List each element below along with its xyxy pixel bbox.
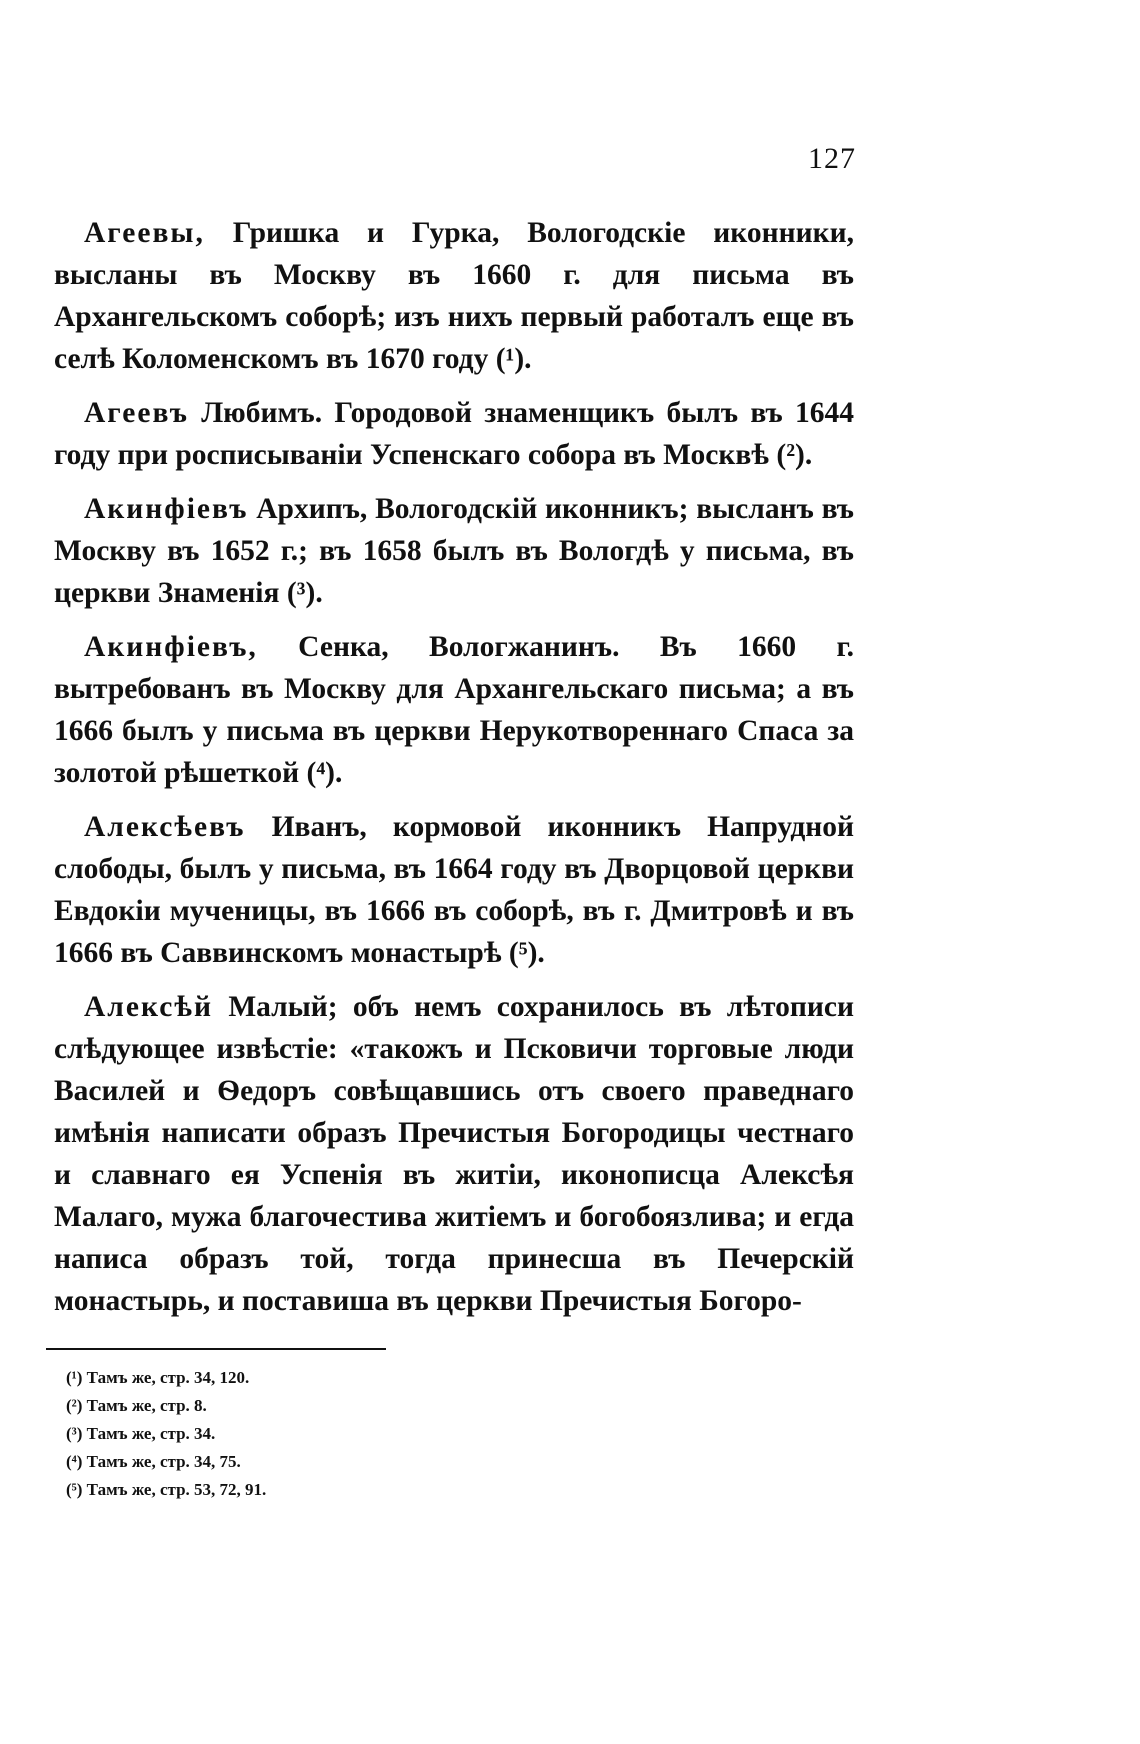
entry-name: Агеевы,: [84, 217, 205, 249]
entry-text: Гришка и Гурка, Вологодскіе иконники, высланы въ Москву въ 1660 г. для письма въ Архангельскомъ соборѣ; изъ нихъ первый работалъ еще въ селѣ Коломенскомъ въ 1670 году (¹).: [54, 217, 854, 375]
entry-name: Акинфіевъ,: [84, 631, 258, 663]
entry-text: Архипъ, Вологодскій иконникъ; высланъ въ Москву въ 1652 г.; въ 1658 былъ въ Вологдѣ у письма, въ церкви Знаменія (³).: [54, 493, 854, 609]
footnote-text: Тамъ же, стр. 34, 75.: [86, 1452, 241, 1471]
footnote-4: [66, 1448, 666, 1476]
footnote-text: Тамъ же, стр. 34.: [86, 1424, 216, 1443]
entry-name: Алексѣевъ: [84, 811, 246, 843]
entry-text: Сенка, Вологжанинъ. Въ 1660 г. вытребованъ въ Москву для Архангельскаго письма; а въ 1666 былъ у письма въ церкви Нерукотвореннаго Спаса за золотой рѣшеткой (⁴).: [54, 631, 854, 789]
entry-alekseev-ivan: [54, 806, 854, 974]
footnote-text: Тамъ же, стр. 53, 72, 91.: [86, 1480, 267, 1499]
footnote-2: [66, 1392, 666, 1420]
entry-ageevy: [54, 212, 854, 380]
footnote-3: [66, 1420, 666, 1448]
entry-name: Акинфіевъ: [84, 493, 249, 525]
footnote-mark: (²): [66, 1396, 83, 1415]
entry-text: Малый; объ немъ сохранилось въ лѣтописи слѣдующее извѣстіе: «такожъ и Псковичи торговые люди Василей и Ѳедоръ совѣщавшись отъ своего праведнаго имѣнія написати образъ Пречистыя Богородицы честнаго и славнаго ея Успенія въ житіи, иконописца Алексѣя Малаго, мужа благочестива житіемъ и богобоязлива; и егда написа образъ той, тогда принесша въ Печерскій монастырь, и поставиша въ церкви Пречистыя Богоро-: [54, 991, 854, 1317]
entry-ageev-lyubim: [54, 392, 854, 476]
entry-name: Алексѣй: [84, 991, 214, 1023]
entry-text: Любимъ. Городовой знаменщикъ былъ въ 1644 году при росписываніи Успенскаго собора въ Москвѣ (²).: [54, 397, 854, 471]
entry-text: Иванъ, кормовой иконникъ Напрудной слободы, былъ у письма, въ 1664 году въ Дворцовой церкви Евдокіи мученицы, въ 1666 въ соборѣ, въ г. Дмитровѣ и въ 1666 въ Саввинскомъ монастырѣ (⁵).: [54, 811, 854, 969]
footnote-mark: (¹): [66, 1368, 83, 1387]
footnote-5: [66, 1476, 666, 1504]
entries-list: [54, 212, 854, 1334]
entry-akinfiev-senka: [54, 626, 854, 794]
page-number: 127: [808, 142, 856, 175]
footnote-1: [66, 1364, 666, 1392]
entry-akinfiev-arkhip: [54, 488, 854, 614]
footnote-text: Тамъ же, стр. 8.: [86, 1396, 207, 1415]
footnote-mark: (³): [66, 1424, 83, 1443]
footnote-mark: (⁵): [66, 1480, 83, 1499]
entry-name: Агеевъ: [84, 397, 189, 429]
entry-aleksei-malyi: [54, 986, 854, 1322]
footnote-text: Тамъ же, стр. 34, 120.: [86, 1368, 250, 1387]
footnote-mark: (⁴): [66, 1452, 83, 1471]
footnotes-list: [66, 1364, 666, 1504]
footnote-divider: [46, 1348, 386, 1350]
